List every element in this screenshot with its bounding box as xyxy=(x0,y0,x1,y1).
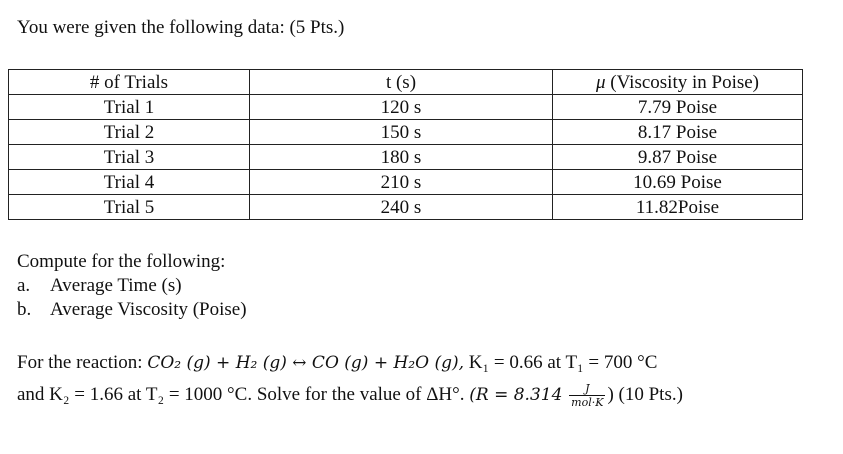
table-cell: Trial 3 xyxy=(9,145,250,170)
list-item-text: Average Time (s) xyxy=(50,275,182,296)
table-row xyxy=(9,145,803,170)
table-cell: Trial 5 xyxy=(9,195,250,220)
list-item-letter: a. xyxy=(17,275,31,296)
intro-text: You were given the following data: (5 Pts.) xyxy=(17,17,345,38)
unit-fraction xyxy=(569,382,605,409)
table-cell: 180 s xyxy=(250,145,553,170)
data-table xyxy=(8,69,803,220)
list-item-text: Average Viscosity (Poise) xyxy=(50,299,247,320)
mu-symbol: μ xyxy=(595,71,606,93)
table-header-row xyxy=(9,70,803,95)
problem-line-1 xyxy=(17,347,807,379)
problem-line-2 xyxy=(17,379,807,411)
header-trials: # of Trials xyxy=(9,70,250,95)
header-viscosity-label: (Viscosity in Poise) xyxy=(610,71,760,93)
points-label: ) (10 Pts.) xyxy=(607,384,683,405)
table-cell: Trial 4 xyxy=(9,170,250,195)
table-row xyxy=(9,170,803,195)
problem-lead: For the reaction: xyxy=(17,352,143,373)
list-item xyxy=(17,274,247,298)
table-row xyxy=(9,195,803,220)
table-cell: 9.87 Poise xyxy=(553,145,803,170)
table-cell: 150 s xyxy=(250,120,553,145)
list-item xyxy=(17,298,247,322)
k2-condition: and K₂ = 1.66 at T₂ = 1000 °C. Solve for the value of ΔH°. xyxy=(17,384,465,405)
compute-title: Compute for the following: xyxy=(17,251,226,272)
table-cell: 120 s xyxy=(250,95,553,120)
gas-constant: (R = 8.314 xyxy=(469,385,563,405)
table-cell: 240 s xyxy=(250,195,553,220)
table-cell: Trial 1 xyxy=(9,95,250,120)
table-row xyxy=(9,95,803,120)
table-cell: 11.82Poise xyxy=(553,195,803,220)
compute-section xyxy=(17,250,247,322)
table-cell: Trial 2 xyxy=(9,120,250,145)
table-cell: 10.69 Poise xyxy=(553,170,803,195)
table-row xyxy=(9,120,803,145)
header-viscosity xyxy=(553,70,803,95)
table-cell: 210 s xyxy=(250,170,553,195)
reaction-equation: CO₂ (g) + H₂ (g) ↔ CO (g) + H₂O (g), xyxy=(147,353,465,373)
problem-statement xyxy=(17,347,807,411)
table-cell: 8.17 Poise xyxy=(553,120,803,145)
unit-numerator: J xyxy=(569,382,605,396)
unit-denominator: mol·K xyxy=(571,396,604,410)
table-cell: 7.79 Poise xyxy=(553,95,803,120)
k1-condition: K₁ = 0.66 at T₁ = 700 °C xyxy=(468,352,658,373)
list-item-letter: b. xyxy=(17,299,32,320)
compute-list xyxy=(17,274,247,322)
header-time: t (s) xyxy=(250,70,553,95)
